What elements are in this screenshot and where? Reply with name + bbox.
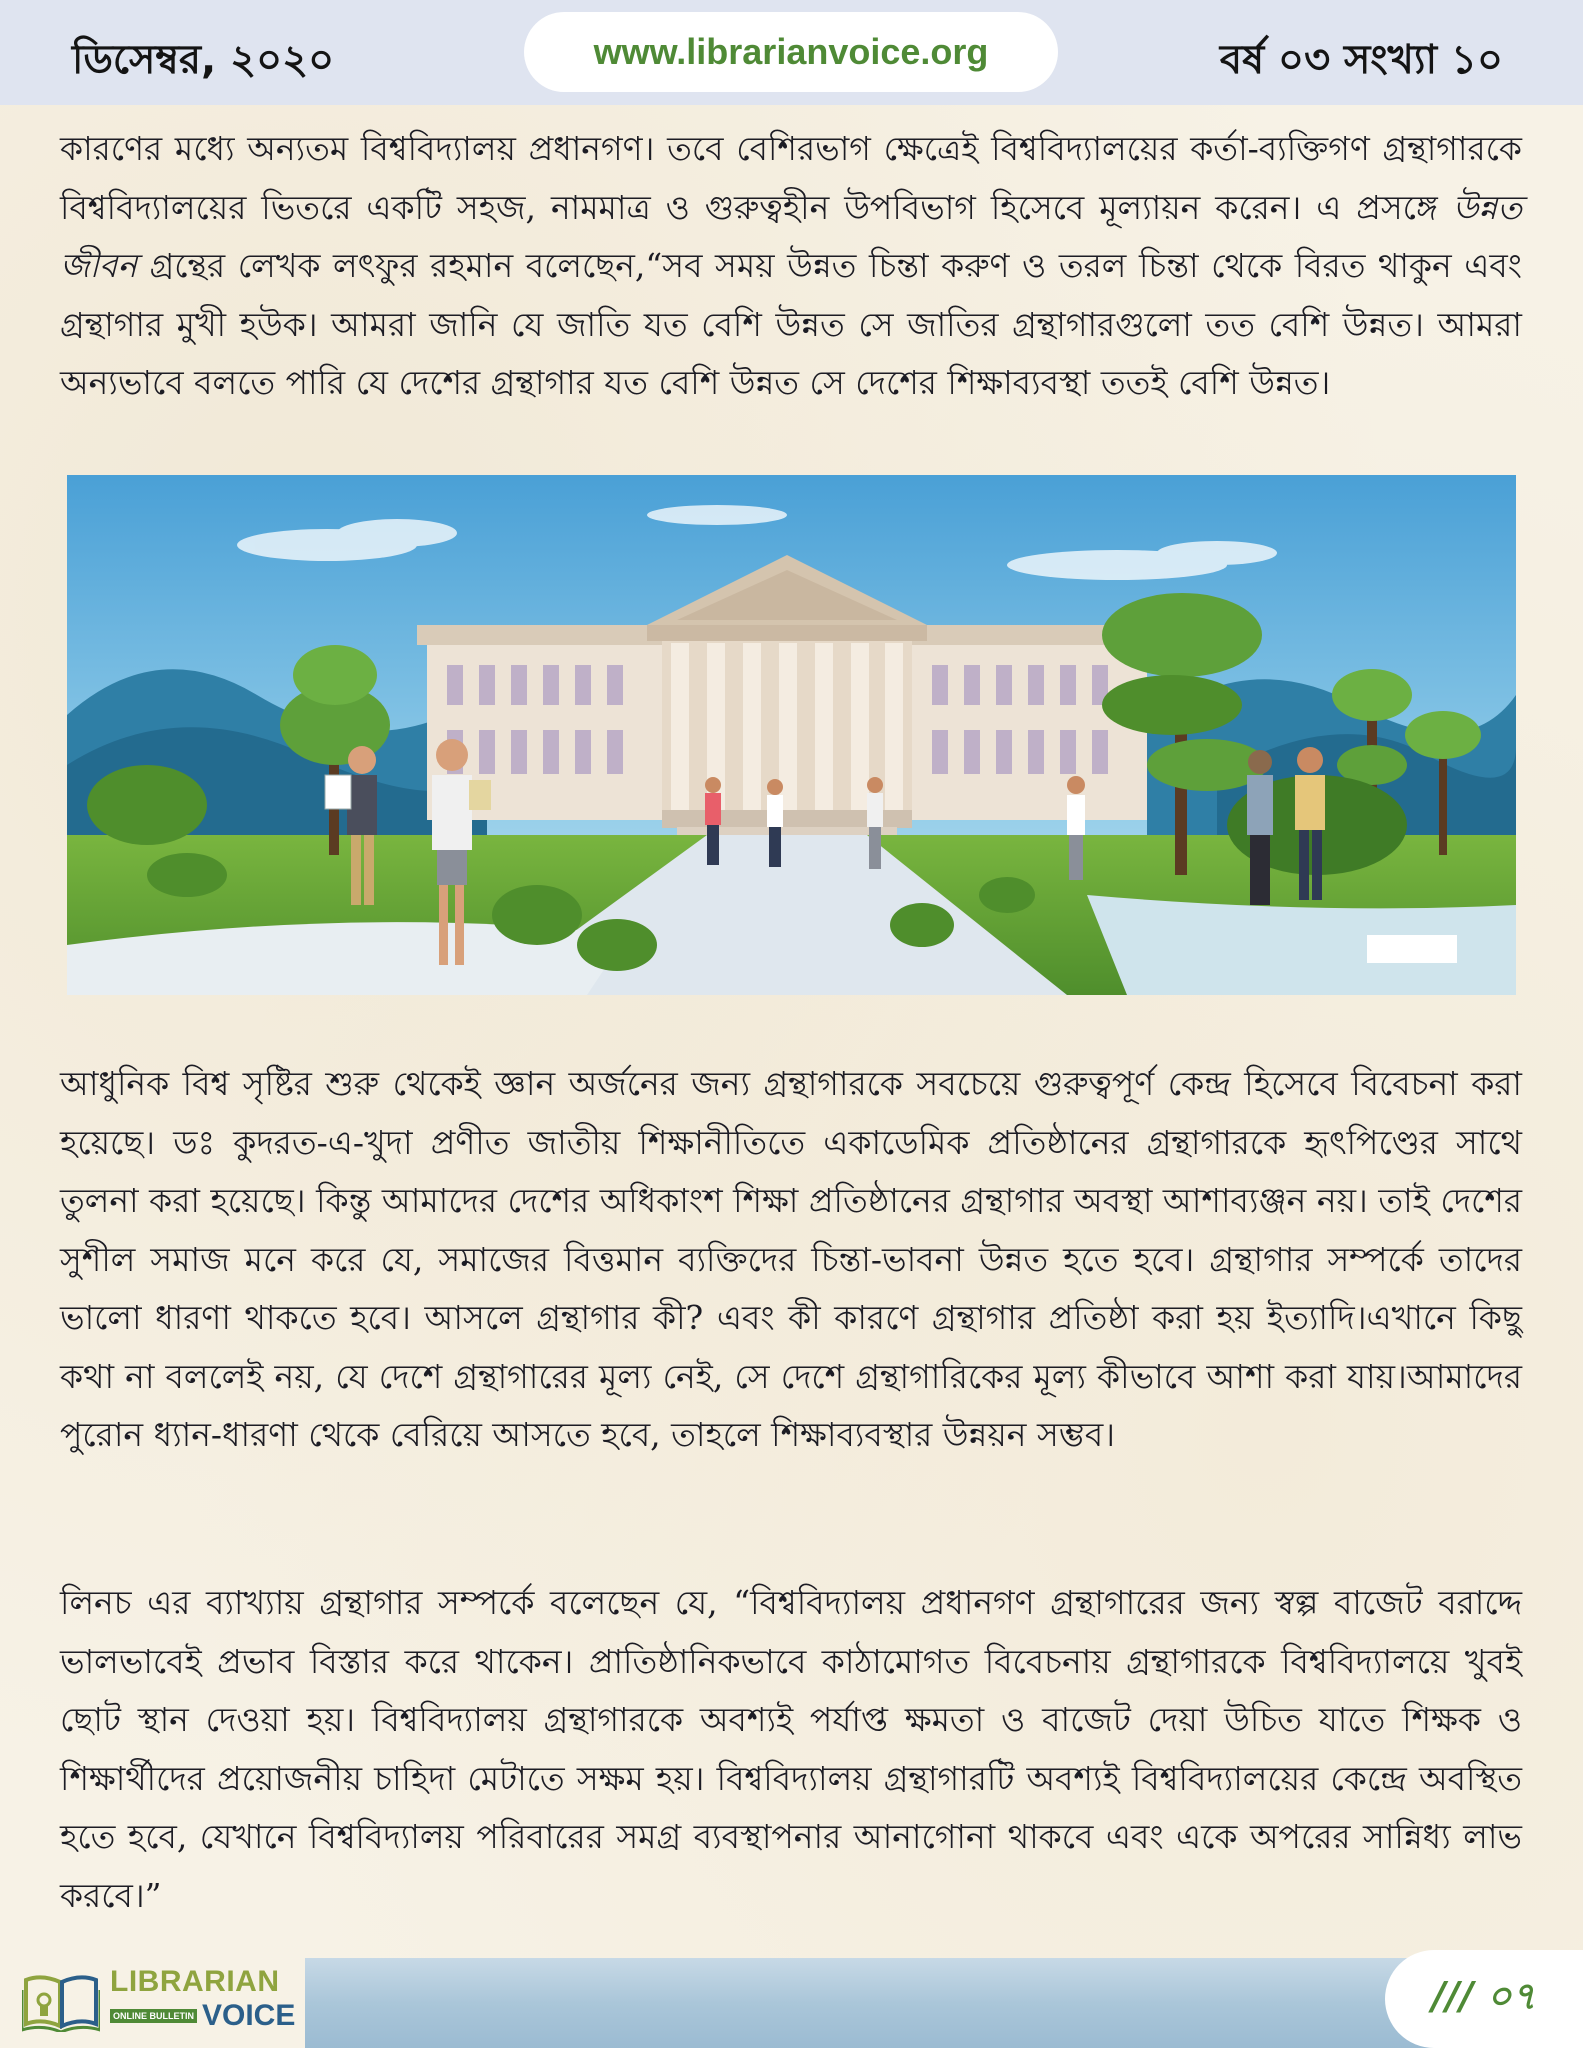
footer-logo[interactable] xyxy=(0,1950,305,2048)
logo-text xyxy=(110,1965,295,2033)
campus-illustration xyxy=(67,475,1516,995)
paragraph-2: আধুনিক বিশ্ব সৃষ্টির শুরু থেকেই জ্ঞান অর্জনের জন্য গ্রন্থাগারকে সবচেয়ে গুরুত্বপূর্ণ কেন্দ্র হিসেবে বিবেচনা করা হয়েছে। ডঃ কুদরত-এ-খুদা প্রণীত জাতীয় শিক্ষানীতিতে একাডেমিক প্রতিষ্ঠানের গ্রন্থাগারকে হৃৎপিণ্ডের সাথে তুলনা করা হয়েছে। কিন্তু আমাদের দেশের অধিকাংশ শিক্ষা প্রতিষ্ঠানের গ্রন্থাগার অবস্থা আশাব্যঞ্জন নয়। তাই দেশের সুশীল সমাজ মনে করে যে, সমাজের বিত্তমান ব্যক্তিদের চিন্তা-ভাবনা উন্নত হতে হবে। গ্রন্থাগার সম্পর্কে তাদের ভালো ধারণা থাকতে হবে। আসলে গ্রন্থাগার কী? এবং কী কারণে গ্রন্থাগার প্রতিষ্ঠা করা হয় ইত্যাদি।এখানে কিছু কথা না বললেই নয়, যে দেশে গ্রন্থাগারের মূল্য নেই, সে দেশে গ্রন্থাগারিকের মূল্য কীভাবে আশা করা যায়।আমাদের পুরোন ধ্যান-ধারণা থেকে বেরিয়ে আসতে হবে, তাহলে শিক্ষাব্যবস্থার উন্নয়ন সম্ভব। xyxy=(60,1064,1522,1454)
page-header xyxy=(0,0,1583,105)
logo-word-voice: VOICE xyxy=(202,1999,296,2032)
bench xyxy=(1367,935,1457,963)
paragraph-1 xyxy=(60,120,1522,413)
campus-illustration-svg xyxy=(67,475,1516,995)
book-title: উন্নত জীবন xyxy=(60,187,1522,285)
paragraph-1-part-b: গ্রন্থের লেখক লৎফুর রহমান বলেছেন,“সব সময় উন্নত চিন্তা করুণ ও তরল চিন্তা থেকে বিরত থাকুন এবং গ্রন্থাগার মুখী হউক। আমরা জানি যে জাতি যত বেশি উন্নত সে জাতির গ্রন্থাগারগুলো তত বেশি উন্নত। আমরা অন্যভাবে বলতে পারি যে দেশের গ্রন্থাগার যত বেশি উন্নত সে দেশের শিক্ষাব্যবস্থা ততই বেশি উন্নত। xyxy=(60,246,1522,402)
book-logo-icon xyxy=(22,1966,100,2032)
issue-date: ডিসেম্বর, ২০২০ xyxy=(72,37,335,83)
logo-word-librarian: LIBRARIAN xyxy=(110,1965,280,1998)
paragraph-3: লিনচ এর ব্যাখ্যায় গ্রন্থাগার সম্পর্কে বলেছেন যে, “বিশ্ববিদ্যালয় প্রধানগণ গ্রন্থাগারের জন্য স্বল্প বাজেট বরাদ্দে ভালভাবেই প্রভাব বিস্তার করে থাকেন। প্রাতিষ্ঠানিকভাবে কাঠামোগত বিবেচনায় গ্রন্থাগারকে বিশ্ববিদ্যালয়ে খুবই ছোট স্থান দেওয়া হয়। বিশ্ববিদ্যালয় গ্রন্থাগারকে অবশ্যই পর্যাপ্ত ক্ষমতা ও বাজেট দেয়া উচিত যাতে শিক্ষক ও শিক্ষার্থীদের প্রয়োজনীয় চাহিদা মেটাতে সক্ষম হয়। বিশ্ববিদ্যালয় গ্রন্থাগারটি অবশ্যই বিশ্ববিদ্যালয়ের কেন্দ্রে অবস্থিত হতে হবে, যেখানে বিশ্ববিদ্যালয় পরিবারের সমগ্র ব্যবস্থাপনার আনাগোনা থাকবে এবং একে অপরের সান্নিধ্য লাভ করবে।” xyxy=(60,1583,1522,1915)
logo-tag: ONLINE BULLETIN xyxy=(110,2009,197,2023)
website-pill[interactable] xyxy=(524,12,1058,92)
page-number: /// ০৭ xyxy=(1431,1974,1537,2018)
website-link[interactable]: www.librarianvoice.org xyxy=(593,31,989,72)
issue-number: বর্ষ ০৩ সংখ্যা ১০ xyxy=(1219,37,1503,83)
paragraph-1-part-a: কারণের মধ্যে অন্যতম বিশ্ববিদ্যালয় প্রধানগণ। তবে বেশিরভাগ ক্ষেত্রেই বিশ্ববিদ্যালয়ের কর্তা-ব্যক্তিগণ গ্রন্থাগারকে বিশ্ববিদ্যালয়ের ভিতরে একটি সহজ, নামমাত্র ও গুরুত্বহীন উপবিভাগ হিসেবে মূল্যায়ন করেন। এ প্রসঙ্গে xyxy=(60,129,1522,227)
page-number-pill xyxy=(1385,1950,1583,2048)
